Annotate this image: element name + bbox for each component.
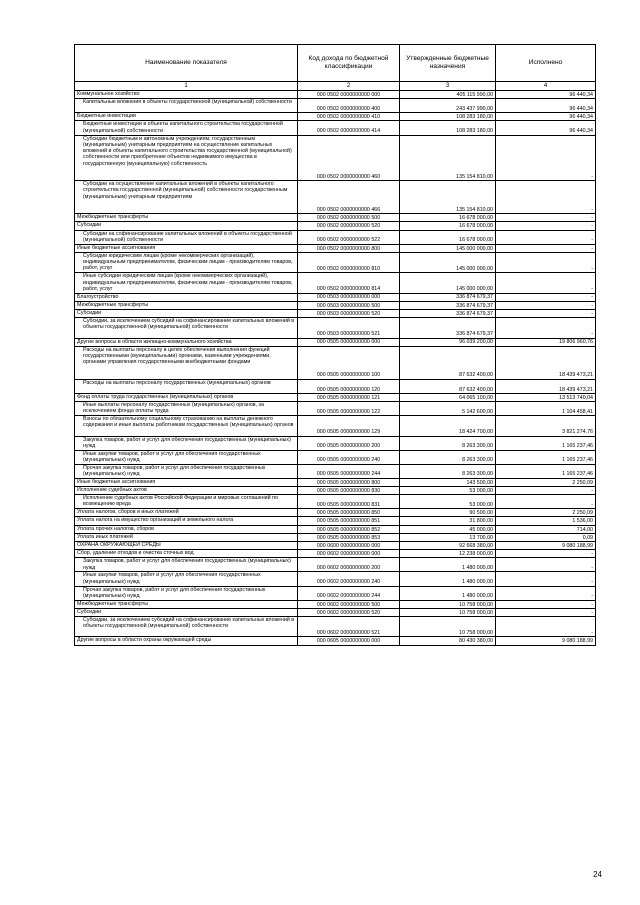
row-fact: 2 250,09: [496, 509, 596, 517]
row-fact: -: [496, 293, 596, 301]
row-name: Бюджетные инвестиции в объекты капитального строительства государственной (муниципальной) собственности: [75, 121, 298, 135]
table-row: [75, 436, 596, 450]
table-row: [75, 273, 596, 293]
row-fact: 1 165 237,46: [496, 464, 596, 478]
row-code: 000 0502 0000000000 522: [298, 230, 400, 244]
row-code: 000 0502 0000000000 810: [298, 252, 400, 272]
row-name: Межбюджетные трансферты: [75, 214, 298, 222]
row-name: Другие вопросы в области охраны окружающей среды: [75, 637, 298, 645]
row-code: 000 0505 0000000000 240: [298, 450, 400, 464]
row-fact: -: [496, 273, 596, 293]
table-row: [75, 379, 596, 393]
row-code: 000 0600 0000000000 000: [298, 542, 400, 550]
row-code: 000 0502 0000000000 500: [298, 214, 400, 222]
row-name: Иные закупки товаров, работ и услуг для обеспечения государственных (муниципальных) нужд: [75, 572, 298, 586]
row-fact: 18 439 473,21: [496, 379, 596, 393]
row-code: 000 0605 0000000000 000: [298, 637, 400, 645]
row-fact: 19 806 960,76: [496, 338, 596, 346]
row-code: 000 0505 0000000000 100: [298, 346, 400, 379]
row-plan: 31 800,00: [400, 517, 496, 525]
row-fact: 9 080 188,99: [496, 542, 596, 550]
row-code: 000 0505 0000000000 831: [298, 495, 400, 509]
row-code: 000 0503 0000000000 521: [298, 318, 400, 338]
header-code: Код дохода по бюджетной классификации: [298, 45, 400, 82]
row-name: Субсидии юридическим лицам (кроме некоммерческих организаций), индивидуальным предпринимателям, физическим лицам - производителям товаров, работ, услуг: [75, 252, 298, 272]
row-name: Сбор, удаление отходов и очистка сточных вод: [75, 550, 298, 558]
row-fact: -: [496, 301, 596, 309]
row-code: 000 0502 0000000000 800: [298, 244, 400, 252]
row-plan: 87 632 400,00: [400, 346, 496, 379]
row-name: Другие вопросы в области жилищно-коммунального хозяйства: [75, 338, 298, 346]
table-row: [75, 617, 596, 637]
row-name: Иные бюджетные ассигнования: [75, 244, 298, 252]
row-name: Капитальные вложения в объекты государственной (муниципальной) собственности: [75, 99, 298, 113]
table-row: [75, 542, 596, 550]
table-row: [75, 572, 596, 586]
row-name: Межбюджетные трансферты: [75, 600, 298, 608]
row-plan: 145 000 000,00: [400, 252, 496, 272]
row-code: 000 0502 0000000000 400: [298, 99, 400, 113]
row-name: Исполнение судебных актов: [75, 486, 298, 494]
row-name: Субсидии: [75, 608, 298, 616]
row-fact: 13 513 740,04: [496, 393, 596, 401]
row-code: 000 0505 0000000000 121: [298, 393, 400, 401]
table-row: [75, 309, 596, 317]
table-row: [75, 509, 596, 517]
table-row: [75, 517, 596, 525]
row-plan: 87 632 400,00: [400, 379, 496, 393]
row-code: 000 0505 0000000000 851: [298, 517, 400, 525]
row-fact: 2 250,09: [496, 478, 596, 486]
table-row: [75, 91, 596, 99]
table-row: [75, 550, 596, 558]
row-plan: 108 283 180,00: [400, 113, 496, 121]
table-row: [75, 486, 596, 494]
row-plan: 8 263 300,00: [400, 436, 496, 450]
row-name: Прочая закупка товаров, работ и услуг для обеспечения государственных (муниципальных) нужд: [75, 586, 298, 600]
row-plan: 16 678 000,00: [400, 230, 496, 244]
table-row: [75, 318, 596, 338]
row-name: Закупка товаров, работ и услуг для обеспечения государственных (муниципальных) нужд: [75, 558, 298, 572]
row-code: 000 0505 0000000000 852: [298, 525, 400, 533]
row-fact: -: [496, 600, 596, 608]
table-row: [75, 181, 596, 214]
row-plan: 45 000,00: [400, 525, 496, 533]
row-plan: 64 065 100,00: [400, 393, 496, 401]
table-row: [75, 525, 596, 533]
row-code: 000 0602 0000000000 200: [298, 558, 400, 572]
row-fact: 714,00: [496, 525, 596, 533]
row-fact: 1 165 237,46: [496, 436, 596, 450]
row-plan: 16 678 000,00: [400, 214, 496, 222]
row-fact: -: [496, 252, 596, 272]
table-row: [75, 402, 596, 416]
row-fact: -: [496, 222, 596, 230]
header-fact: Исполнено: [496, 45, 596, 82]
row-code: 000 0502 0000000000 000: [298, 91, 400, 99]
row-fact: -: [496, 181, 596, 214]
row-name: ОХРАНА ОКРУЖАЮЩЕЙ СРЕДЫ: [75, 542, 298, 550]
row-name: Межбюджетные трансферты: [75, 301, 298, 309]
row-code: 000 0503 0000000000 500: [298, 301, 400, 309]
row-plan: 90 500,00: [400, 509, 496, 517]
row-fact: -: [496, 214, 596, 222]
row-plan: 5 142 600,00: [400, 402, 496, 416]
row-fact: -: [496, 309, 596, 317]
row-code: 000 0505 0000000000 853: [298, 533, 400, 541]
column-number: 2: [298, 82, 400, 91]
table-body: [75, 91, 596, 646]
row-code: 000 0602 0000000000 000: [298, 550, 400, 558]
row-name: Субсидии, за исключением субсидий на софинансирование капитальных вложений в объекты государственной (муниципальной) собственности: [75, 318, 298, 338]
row-plan: 143 500,00: [400, 478, 496, 486]
row-fact: 96 440,34: [496, 99, 596, 113]
row-fact: -: [496, 572, 596, 586]
row-plan: 1 480 000,00: [400, 586, 496, 600]
row-code: 000 0602 0000000000 521: [298, 617, 400, 637]
row-code: 000 0505 0000000000 122: [298, 402, 400, 416]
column-number: 3: [400, 82, 496, 91]
row-fact: 1 536,00: [496, 517, 596, 525]
row-code: 000 0602 0000000000 520: [298, 608, 400, 616]
row-plan: 336 874 679,37: [400, 301, 496, 309]
row-name: Исполнение судебных актов Российской Федерации и мировых соглашений по возмещению вреда: [75, 495, 298, 509]
table-row: [75, 222, 596, 230]
table-row: [75, 533, 596, 541]
table-row: [75, 244, 596, 252]
row-fact: -: [496, 558, 596, 572]
row-fact: -: [496, 318, 596, 338]
row-code: 000 0503 0000000000 000: [298, 293, 400, 301]
row-name: Прочая закупка товаров, работ и услуг для обеспечения государственных (муниципальных) нужд: [75, 464, 298, 478]
row-fact: -: [496, 230, 596, 244]
row-code: 000 0602 0000000000 244: [298, 586, 400, 600]
row-plan: 405 115 990,00: [400, 91, 496, 99]
row-code: 000 0502 0000000000 460: [298, 135, 400, 181]
page-number: 24: [593, 870, 602, 879]
row-code: 000 0505 0000000000 200: [298, 436, 400, 450]
row-plan: 16 678 000,00: [400, 222, 496, 230]
row-fact: -: [496, 244, 596, 252]
row-plan: 336 874 679,37: [400, 318, 496, 338]
row-fact: 1 104 458,41: [496, 402, 596, 416]
row-plan: 92 668 380,00: [400, 542, 496, 550]
row-name: Расходы на выплаты персоналу в целях обеспечения выполнения функций государственными (муниципальными) органами, казенными учреждениями, органами управления государственными внебюджетными фондами: [75, 346, 298, 379]
table-row: [75, 230, 596, 244]
row-code: 000 0502 0000000000 814: [298, 273, 400, 293]
row-plan: 243 437 990,00: [400, 99, 496, 113]
row-plan: 336 874 679,37: [400, 309, 496, 317]
row-plan: 1 480 000,00: [400, 572, 496, 586]
table-row: [75, 416, 596, 436]
row-fact: 0,09: [496, 533, 596, 541]
row-plan: 10 758 000,00: [400, 600, 496, 608]
row-code: 000 0502 0000000000 466: [298, 181, 400, 214]
row-name: Благоустройство: [75, 293, 298, 301]
row-name: Фонд оплаты труда государственных (муниципальных) органов: [75, 393, 298, 401]
row-plan: 1 480 000,00: [400, 558, 496, 572]
row-fact: -: [496, 486, 596, 494]
table-row: [75, 637, 596, 645]
table-row: [75, 99, 596, 113]
row-name: Иные закупки товаров, работ и услуг для обеспечения государственных (муниципальных) нужд: [75, 450, 298, 464]
row-plan: 53 000,00: [400, 486, 496, 494]
row-name: Субсидии: [75, 222, 298, 230]
row-code: 000 0505 0000000000 120: [298, 379, 400, 393]
row-fact: 9 080 188,99: [496, 637, 596, 645]
row-name: Иные выплаты персоналу государственных (муниципальных) органов, за исключением фонда оплаты труда: [75, 402, 298, 416]
row-name: Уплата налогов, сборов и иных платежей: [75, 509, 298, 517]
row-name: Иные субсидии юридическим лицам (кроме некоммерческих организаций), индивидуальным предпринимателям, физическим лицам - производителям товаров, работ, услуг: [75, 273, 298, 293]
row-plan: 8 263 300,00: [400, 464, 496, 478]
table-row: [75, 600, 596, 608]
row-plan: 96 039 200,00: [400, 338, 496, 346]
row-code: 000 0503 0000000000 520: [298, 309, 400, 317]
row-code: 000 0602 0000000000 500: [298, 600, 400, 608]
table-row: [75, 495, 596, 509]
row-name: Иные бюджетные ассигнования: [75, 478, 298, 486]
row-name: Коммунальное хозяйство: [75, 91, 298, 99]
column-number: 1: [75, 82, 298, 91]
table-row: [75, 586, 596, 600]
table-header-row: [75, 45, 596, 82]
row-name: Субсидии: [75, 309, 298, 317]
row-code: 000 0505 0000000000 244: [298, 464, 400, 478]
table-row: [75, 478, 596, 486]
table-row: [75, 338, 596, 346]
row-code: 000 0505 0000000000 129: [298, 416, 400, 436]
row-code: 000 0502 0000000000 414: [298, 121, 400, 135]
row-name: Уплата иных платежей: [75, 533, 298, 541]
table-row: [75, 464, 596, 478]
row-code: 000 0505 0000000000 830: [298, 486, 400, 494]
row-fact: -: [496, 135, 596, 181]
row-name: Закупка товаров, работ и услуг для обеспечения государственных (муниципальных) нужд: [75, 436, 298, 450]
row-plan: 145 000 000,00: [400, 273, 496, 293]
row-fact: 96 440,34: [496, 113, 596, 121]
row-code: 000 0502 0000000000 410: [298, 113, 400, 121]
row-fact: -: [496, 495, 596, 509]
row-fact: -: [496, 617, 596, 637]
row-code: 000 0505 0000000000 800: [298, 478, 400, 486]
row-fact: 1 165 237,46: [496, 450, 596, 464]
row-name: Взносы по обязательному социальному страхованию на выплаты денежного содержания и иные выплаты работникам государственных (муниципальных) органов: [75, 416, 298, 436]
table-row: [75, 214, 596, 222]
row-fact: -: [496, 608, 596, 616]
table-row: [75, 252, 596, 272]
table-row: [75, 293, 596, 301]
table-row: [75, 450, 596, 464]
row-fact: -: [496, 586, 596, 600]
row-fact: 18 439 473,21: [496, 346, 596, 379]
table-row: [75, 346, 596, 379]
table-row: [75, 608, 596, 616]
row-plan: 108 283 180,00: [400, 121, 496, 135]
row-name: Субсидии бюджетным и автономным учреждениям, государственным (муниципальным) унитарным предприятиям на осуществление капитальных вложений в объекты капитального строительства государственной (муниципальной) собственности или приобретение объектов недвижимого имущества в государственную (муниципальную) собственность: [75, 135, 298, 181]
row-code: 000 0505 0000000000 000: [298, 338, 400, 346]
table-row: [75, 121, 596, 135]
row-name: Уплата прочих налогов, сборов: [75, 525, 298, 533]
row-plan: 336 874 679,37: [400, 293, 496, 301]
row-code: 000 0502 0000000000 520: [298, 222, 400, 230]
row-code: 000 0602 0000000000 240: [298, 572, 400, 586]
row-code: 000 0505 0000000000 850: [298, 509, 400, 517]
row-plan: 10 758 000,00: [400, 608, 496, 616]
row-name: Расходы на выплаты персоналу государственных (муниципальных) органов: [75, 379, 298, 393]
row-plan: 80 430 380,00: [400, 637, 496, 645]
column-number: 4: [496, 82, 596, 91]
row-name: Субсидии, за исключением субсидий на софинансирование капитальных вложений в объекты государственной (муниципальной) собственности: [75, 617, 298, 637]
row-plan: 18 424 700,00: [400, 416, 496, 436]
table-row: [75, 301, 596, 309]
row-plan: 10 758 000,00: [400, 617, 496, 637]
table-row: [75, 393, 596, 401]
row-plan: 145 000 000,00: [400, 244, 496, 252]
row-plan: 8 263 300,00: [400, 450, 496, 464]
row-plan: 13 700,00: [400, 533, 496, 541]
table-row: [75, 558, 596, 572]
budget-execution-table: [74, 44, 596, 646]
row-plan: 135 154 810,00: [400, 181, 496, 214]
row-fact: 3 821 274,76: [496, 416, 596, 436]
row-name: Субсидии на осуществление капитальных вложений в объекты капитального строительства государственной (муниципальной) собственности государственным (муниципальным) унитарным предприятиям: [75, 181, 298, 214]
header-name: Наименование показателя: [75, 45, 298, 82]
row-plan: 53 000,00: [400, 495, 496, 509]
row-name: Бюджетные инвестиции: [75, 113, 298, 121]
row-name: Субсидии на софинансирование капитальных вложений в объекты государственной (муниципальной) собственности: [75, 230, 298, 244]
row-plan: 135 154 810,00: [400, 135, 496, 181]
row-fact: -: [496, 550, 596, 558]
header-plan: Утвержденные бюджетные назначения: [400, 45, 496, 82]
table-row: [75, 113, 596, 121]
table-row: [75, 135, 596, 181]
column-numbers-row: [75, 82, 596, 91]
row-fact: 96 440,34: [496, 91, 596, 99]
row-plan: 12 238 000,00: [400, 550, 496, 558]
row-fact: 96 440,34: [496, 121, 596, 135]
row-name: Уплата налога на имущество организаций и земельного налога: [75, 517, 298, 525]
